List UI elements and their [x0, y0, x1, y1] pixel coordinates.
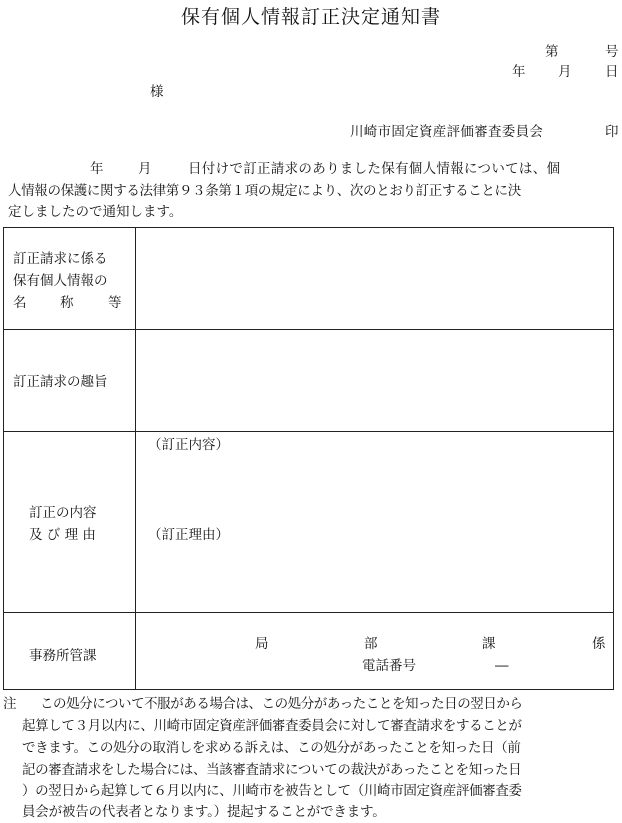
row4-phone-dash: ―: [495, 658, 509, 674]
intro-line-2: 人情報の保護に関する法律第９３条第１項の規定により、次のとおり訂正することに決: [8, 183, 521, 199]
row1-label-line3-b: 称: [60, 295, 74, 311]
note-line-2: 起算して３月以内に、川崎市固定資産評価審査委員会に対して審査請求をすることが: [22, 718, 522, 734]
addressee-sama: 様: [150, 84, 164, 100]
row4-kakari: 係: [592, 636, 606, 652]
date-year-label: 年: [512, 64, 526, 80]
row2-label: 訂正請求の趣旨: [13, 374, 108, 390]
row4-label: 事務所管課: [29, 648, 97, 664]
row-divider-3: [4, 612, 613, 613]
row4-ka: 課: [482, 636, 496, 652]
row3-label-line1: 訂正の内容: [29, 505, 97, 521]
issuer-name: 川崎市固定資産評価審査委員会: [350, 124, 544, 140]
note-line-3: できます。この処分の取消しを求める訴えは、この処分があったことを知った日（前: [22, 740, 521, 756]
row3-reason-heading: （訂正理由）: [148, 527, 229, 543]
intro-month: 月: [138, 161, 152, 177]
row4-kyoku: 局: [255, 636, 269, 652]
note-line-1: この処分について不服がある場合は、この処分があったことを知った日の翌日から: [40, 696, 523, 712]
row1-label-line3-c: 等: [108, 295, 122, 311]
seal-mark: 印: [605, 124, 619, 140]
row-divider-2: [4, 431, 613, 432]
row4-phone-label: 電話番号: [362, 658, 416, 674]
note-line-4: 記の審査請求をした場合には、当該審査請求についての裁決があったことを知った日: [22, 762, 522, 778]
row1-label-line2: 保有個人情報の: [13, 273, 108, 289]
notice-form-table: [3, 227, 614, 690]
note-prefix: 注: [3, 696, 17, 712]
row1-label-line1: 訂正請求に係る: [13, 251, 108, 267]
note-line-5: ）の翌日から起算して６月以内に、川崎市を被告として（川崎市固定資産評価審査委: [22, 783, 522, 799]
intro-year: 年: [90, 161, 104, 177]
date-month-label: 月: [558, 64, 572, 80]
row3-label-line2: 及 び 理 由: [29, 527, 96, 543]
note-line-6: 員会が被告の代表者となります。）提起することができます。: [22, 804, 386, 820]
row4-bu: 部: [364, 636, 378, 652]
number-go-label: 号: [605, 44, 619, 60]
row3-content-heading: （訂正内容）: [148, 437, 229, 453]
intro-line-3: 定しましたので通知します。: [8, 204, 183, 220]
date-day-label: 日: [605, 64, 619, 80]
row-divider-1: [4, 329, 613, 330]
intro-line-1: 日付けで訂正請求のありました保有個人情報については、個: [188, 161, 561, 177]
row1-label-line3-a: 名: [13, 295, 27, 311]
number-dai-label: 第: [545, 44, 559, 60]
document-title: 保有個人情報訂正決定通知書: [180, 6, 441, 28]
table-column-divider: [135, 228, 136, 689]
